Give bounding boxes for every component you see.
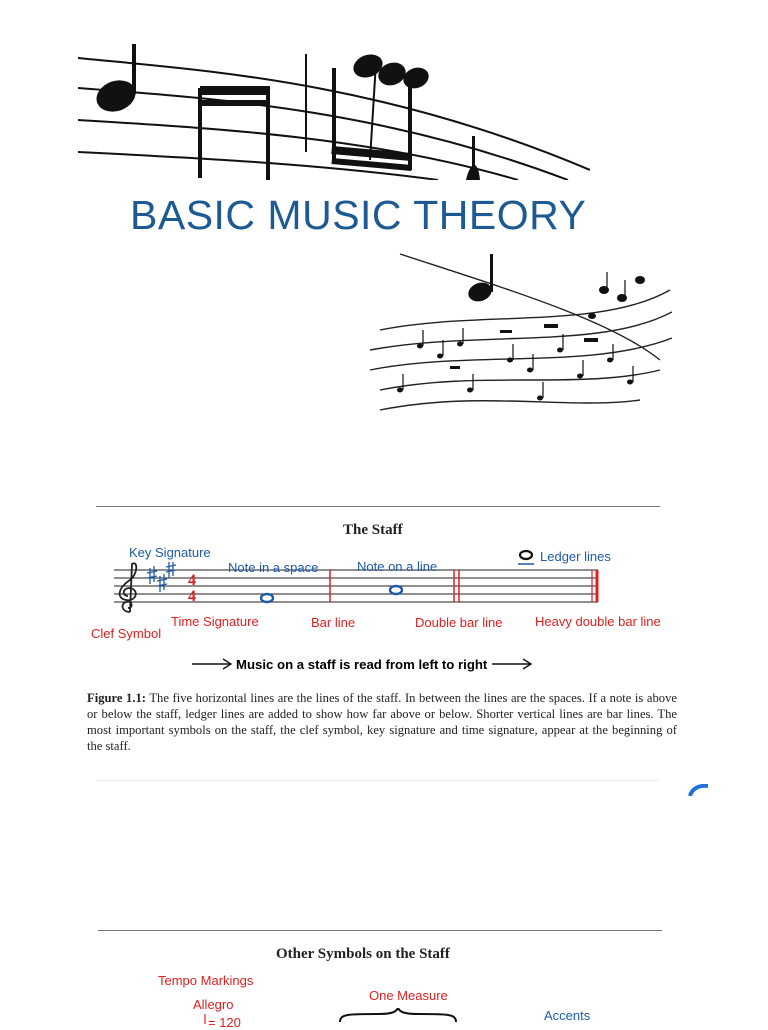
figure1-top-rule — [96, 506, 660, 507]
tempo-note-stem — [203, 1014, 207, 1024]
label-tempo-markings: Tempo Markings — [158, 973, 254, 988]
document-title: BASIC MUSIC THEORY — [130, 192, 587, 238]
figure1-caption — [87, 690, 677, 754]
label-one-measure: One Measure — [369, 988, 448, 1003]
read-direction-text: Music on a staff is read from left to right — [236, 657, 488, 672]
label-bar-line: Bar line — [311, 615, 356, 630]
figure2-title: Other Symbols on the Staff — [276, 946, 450, 962]
label-allegro: Allegro — [193, 997, 234, 1012]
label-note-in-space: Note in a space — [228, 560, 319, 575]
music-swirl-image — [360, 250, 672, 412]
label-ledger-lines: Ledger lines — [540, 549, 611, 564]
figure2-top-rule — [98, 930, 662, 931]
arrow-left-icon — [192, 657, 234, 671]
label-note-on-line: Note on a line — [357, 559, 438, 574]
figure1-caption-text: The five horizontal lines are the lines of the staff. In between the lines are the spaces. If a note is above or below the staff, ledger lines are added to show how far above or below. Shorter vertical lines are bar lines. The most important symbols on the staff, the clef symbol, key signature and time signature, appear at the beginning of the staff. — [87, 691, 677, 753]
music-banner-image — [78, 40, 590, 180]
ledger-note-icon — [516, 550, 536, 566]
figure1-caption-label: Figure 1.1: — [87, 691, 146, 705]
label-accents: Accents — [544, 1008, 591, 1023]
label-tempo-value: = 120 — [208, 1015, 241, 1030]
label-double-bar-line: Double bar line — [415, 615, 503, 630]
figure1-bottom-rule — [96, 780, 660, 781]
label-time-signature: Time Signature — [171, 614, 259, 629]
time-signature-bottom: 4 — [188, 588, 196, 605]
arrow-right-icon — [492, 657, 534, 671]
measure-brace — [338, 1008, 458, 1024]
partial-arc-icon — [688, 784, 708, 796]
figure1-title: The Staff — [343, 522, 403, 538]
label-heavy-double-bar-line: Heavy double bar line — [535, 614, 661, 629]
label-key-signature: Key Signature — [129, 545, 211, 560]
label-clef-symbol: Clef Symbol — [91, 626, 162, 641]
time-signature-top: 4 — [188, 572, 196, 589]
